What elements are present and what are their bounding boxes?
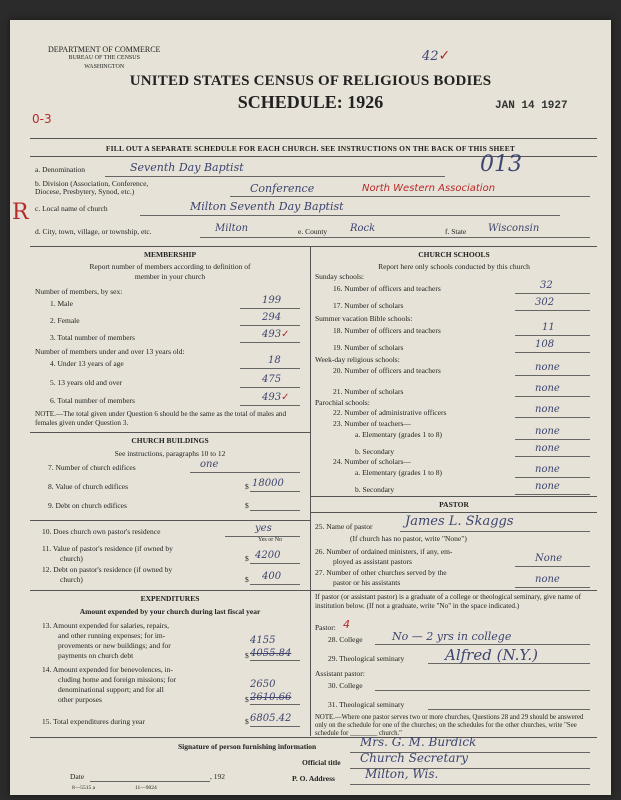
- q24b-line: [515, 494, 590, 495]
- q14-line-1: 14. Amount expended for benevolences, in-: [42, 665, 174, 674]
- q10-label: 10. Does church own pastor's residence: [42, 527, 161, 536]
- county-value: Rock: [350, 223, 376, 234]
- membership-intro-2: member in your church: [134, 272, 206, 281]
- denomination-label: a. Denomination: [35, 165, 85, 174]
- q23b-line: [515, 456, 590, 457]
- q3-value-text: 493: [262, 329, 282, 340]
- membership-intro-1: Report number of members according to definition of: [89, 262, 251, 271]
- q30-line: [375, 690, 590, 691]
- q8-value: 18000: [252, 478, 284, 489]
- q13-value: 4155: [250, 635, 276, 646]
- form-code: 013: [480, 152, 522, 177]
- q27-line: [515, 587, 590, 588]
- q27-label-1: 27. Number of other churches served by the: [315, 568, 447, 577]
- pastor-mark: 4: [343, 618, 350, 631]
- local-name-label: c. Local name of church: [35, 204, 108, 213]
- age-label: Number of members under and over 13 years old:: [35, 347, 185, 356]
- q21-label: 21. Number of scholars: [333, 387, 404, 396]
- q16-value: 32: [540, 280, 553, 291]
- date-stamp: JAN 14 1927: [495, 100, 568, 112]
- q15-line: [250, 726, 300, 727]
- department-block: [48, 45, 160, 72]
- local-name-value: Milton Seventh Day Baptist: [190, 200, 344, 213]
- q28-label: 28. College: [328, 635, 363, 644]
- bureau-name: BUREAU OF THE CENSUS: [68, 55, 140, 61]
- q14-label: [42, 665, 176, 705]
- rule-pastor: [311, 496, 597, 497]
- q9-label: 9. Debt on church edifices: [48, 501, 127, 510]
- q3-check: ✓: [281, 329, 290, 340]
- red-mark: 0-3: [32, 112, 52, 126]
- date-year: , 192: [210, 772, 225, 781]
- q26-label-1: 26. Number of ordained ministers, if any, em-: [315, 547, 453, 556]
- by-sex-label: Number of members, by sex:: [35, 287, 123, 296]
- q13-crossed: 4055.84: [250, 648, 292, 659]
- q28-value: No — 2 yrs in college: [392, 630, 512, 643]
- q24a-value: none: [535, 464, 560, 475]
- address-value: Milton, Wis.: [365, 767, 439, 781]
- q23a-line: [515, 439, 590, 440]
- q13-line-1: 13. Amount expended for salaries, repairs,: [42, 621, 170, 630]
- q14-line-2: cluding home and foreign missions; for: [58, 675, 177, 684]
- r-mark: R: [12, 200, 29, 225]
- division-label: [35, 180, 148, 196]
- division-red: North Western Association: [362, 183, 496, 194]
- q26-value: None: [535, 553, 563, 564]
- q14-line-3: denominational support; and for all: [58, 685, 164, 694]
- q6-check: ✓: [281, 392, 290, 403]
- q16-label: 16. Number of officers and teachers: [333, 284, 441, 293]
- q22-label: 22. Number of administrative officers: [333, 408, 447, 417]
- form-title: UNITED STATES CENSUS OF RELIGIOUS BODIES: [129, 73, 492, 89]
- q11-line: [250, 563, 300, 564]
- q23a-value: none: [535, 426, 560, 437]
- q6-line: [240, 405, 300, 406]
- q10-yes-no: Yes or No: [258, 537, 283, 543]
- q17-line: [515, 310, 590, 311]
- q4-label: 4. Under 13 years of age: [50, 359, 124, 368]
- q22-value: none: [535, 404, 560, 415]
- q19-label: 19. Number of scholars: [333, 343, 404, 352]
- schools-title: CHURCH SCHOOLS: [418, 250, 490, 259]
- q7-line: [190, 472, 300, 473]
- q9-line: [250, 510, 300, 511]
- q5-line: [240, 387, 300, 388]
- local-name-line: [140, 215, 560, 216]
- form-number-2: 11—9024: [135, 785, 157, 791]
- q25-value: James L. Skaggs: [405, 514, 514, 529]
- q29-label: 29. Theological seminary: [328, 654, 405, 663]
- q19-line: [515, 352, 590, 353]
- q18-line: [515, 335, 590, 336]
- q14-value: 2650: [250, 679, 276, 690]
- q10-value: yes: [255, 523, 272, 534]
- q14-line-4: other purposes: [58, 695, 102, 704]
- q29-value: Alfred (N.Y.): [445, 646, 538, 664]
- q12-value: 400: [262, 571, 282, 582]
- signature-label: Signature of person furnishing information: [178, 742, 317, 751]
- q9-dollar: $: [245, 501, 249, 510]
- q11-value: 4200: [255, 550, 281, 561]
- official-title-value: Church Secretary: [360, 751, 469, 765]
- q12-dollar: $: [245, 575, 249, 584]
- q30-label: 30. College: [328, 681, 363, 690]
- q13-line-2: and other running expenses; for im-: [58, 631, 166, 640]
- q26-label-2: ployed as assistant pastors: [333, 557, 412, 566]
- q28-line: [375, 644, 590, 645]
- rule-pastor-2: [311, 512, 597, 513]
- denomination-value: Seventh Day Baptist: [130, 161, 244, 174]
- dept-name: DEPARTMENT OF COMMERCE: [48, 45, 161, 54]
- q7-label: 7. Number of church edifices: [48, 463, 136, 472]
- membership-title: MEMBERSHIP: [143, 250, 197, 259]
- q13-amount-line: [250, 660, 300, 661]
- pastor-title: PASTOR: [439, 500, 469, 509]
- q15-value: 6805.42: [250, 713, 292, 724]
- q24b-value: none: [535, 481, 560, 492]
- buildings-sub: See instructions, paragraphs 10 to 12: [114, 449, 226, 458]
- signature-value: Mrs. G. M. Burdick: [360, 735, 477, 749]
- pastor-sub-label: Pastor:: [315, 623, 336, 632]
- rule-footer: [30, 737, 597, 738]
- q23a-label: a. Elementary (grades 1 to 8): [355, 430, 443, 439]
- address-line: [350, 784, 590, 785]
- q24a-label: a. Elementary (grades 1 to 8): [355, 468, 443, 477]
- city-line: [200, 237, 590, 238]
- q8-label: 8. Value of church edifices: [48, 482, 129, 491]
- rule-top: [30, 138, 597, 139]
- q3-value: [262, 329, 289, 340]
- q18-label: 18. Number of officers and teachers: [333, 326, 441, 335]
- q3-line: [240, 342, 300, 343]
- q23b-value: none: [535, 443, 560, 454]
- schools-sub: Report here only schools conducted by this church: [378, 262, 530, 271]
- schedule-title: SCHEDULE: 1926: [237, 92, 384, 112]
- city-value: Milton: [215, 223, 249, 234]
- q17-label: 17. Number of scholars: [333, 301, 404, 310]
- q20-line: [515, 375, 590, 376]
- expenditures-title: EXPENDITURES: [140, 594, 200, 603]
- q17-value: 302: [535, 297, 555, 308]
- q13-line-4: payments on church debt: [58, 651, 134, 660]
- assistant-label: Assistant pastor:: [315, 669, 365, 678]
- q12-label-1: 12. Debt on pastor's residence (if owned by: [42, 565, 173, 574]
- rule-q10: [30, 520, 310, 521]
- q8-line: [250, 491, 300, 492]
- city-label: d. City, town, village, or township, etc.: [35, 227, 152, 236]
- q11-label-1: 11. Value of pastor's residence (if owned by: [42, 544, 173, 553]
- q21-value: none: [535, 383, 560, 394]
- q15-label: 15. Total expenditures during year: [42, 717, 145, 726]
- corner-number-text: 42: [422, 49, 439, 64]
- pastor-note: NOTE.—Where one pastor serves two or more churches, Questions 28 and 29 should be answered only on the schedule for one of the churches; on the schedules for the other churches, write "See schedule for ________ church.": [315, 714, 584, 737]
- corner-check: ✓: [438, 48, 451, 64]
- q6-label: 6. Total number of members: [50, 396, 135, 405]
- q22-line: [515, 417, 590, 418]
- state-value: Wisconsin: [488, 223, 540, 234]
- division-line: [230, 196, 590, 197]
- column-divider: [310, 246, 311, 736]
- q20-label: 20. Number of officers and teachers: [333, 366, 441, 375]
- q16-line: [515, 293, 590, 294]
- q27-value: none: [535, 574, 560, 585]
- q12-line: [250, 584, 300, 585]
- q6-value-text: 493: [262, 392, 282, 403]
- q14-amount-line: [250, 704, 300, 705]
- q25-note: (If church has no pastor, write "None"): [350, 534, 467, 543]
- fill-instruction: FILL OUT A SEPARATE SCHEDULE FOR EACH CHURCH. SEE INSTRUCTIONS ON THE BACK OF THIS SHEET: [105, 144, 516, 153]
- parochial-label: Parochial schools:: [315, 398, 370, 407]
- membership-note: NOTE.—The total given under Question 6 should be the same as the total of males and females given under Question 3.: [35, 410, 287, 427]
- q24a-line: [515, 477, 590, 478]
- graduate-note: If pastor (or assistant pastor) is a graduate of a college or theological seminary, give name of institution below. (If not a graduate, write "No" in the space indicated.): [315, 593, 581, 610]
- weekday-label: Week-day religious schools:: [315, 355, 400, 364]
- q20-value: none: [535, 362, 560, 373]
- q18-value: 11: [542, 322, 555, 333]
- q24b-label: b. Secondary: [355, 485, 395, 494]
- state-label: f. State: [445, 227, 467, 236]
- q5-label: 5. 13 years old and over: [50, 378, 123, 387]
- rule-sections: [30, 246, 597, 247]
- county-label: e. County: [298, 227, 328, 236]
- division-value: Conference: [250, 182, 315, 195]
- q21-line: [515, 396, 590, 397]
- division-label-2: Diocese, Presbytery, Synod, etc.): [35, 187, 135, 196]
- official-title-label: Official title: [302, 758, 341, 767]
- census-form: [10, 20, 611, 795]
- address-label: P. O. Address: [292, 774, 335, 783]
- rule-expenditures: [30, 590, 310, 591]
- q3-label: 3. Total number of members: [50, 333, 135, 342]
- q23-label: 23. Number of teachers—: [333, 419, 411, 428]
- q31-line: [428, 709, 590, 710]
- q15-dollar: $: [245, 717, 249, 726]
- q11-label-2: church): [60, 554, 83, 563]
- bureau-city: WASHINGTON: [84, 64, 125, 70]
- q11-dollar: $: [245, 554, 249, 563]
- q27-label-2: pastor or his assistants: [333, 578, 401, 587]
- summer-label: Summer vacation Bible schools:: [315, 314, 413, 323]
- q23b-label: b. Secondary: [355, 447, 395, 456]
- q13-line-3: provements or new buildings; and for: [58, 641, 171, 650]
- date-line: [90, 781, 210, 782]
- rule-buildings: [30, 432, 310, 433]
- q2-label: 2. Female: [50, 316, 80, 325]
- q26-line: [515, 566, 590, 567]
- q14-dollar: $: [245, 695, 249, 704]
- corner-number: [422, 48, 450, 64]
- expenditures-sub: Amount expended by your church during last fiscal year: [79, 607, 261, 616]
- q4-line: [240, 368, 300, 369]
- q1-line: [240, 308, 300, 309]
- q2-line: [240, 325, 300, 326]
- q1-value: 199: [262, 295, 282, 306]
- q13-dollar: $: [245, 651, 249, 660]
- q13-label: [42, 621, 171, 661]
- division-label-1: b. Division (Association, Conference,: [35, 179, 149, 188]
- sunday-label: Sunday schools:: [315, 272, 364, 281]
- q5-value: 475: [262, 374, 282, 385]
- q4-value: 18: [268, 355, 281, 366]
- q6-value: [262, 392, 289, 403]
- q25-label: 25. Name of pastor: [315, 522, 373, 531]
- q7-value: one: [200, 459, 219, 470]
- rule-grad: [311, 590, 597, 591]
- q12-label-2: church): [60, 575, 83, 584]
- q24-label: 24. Number of scholars—: [333, 457, 411, 466]
- q1-label: 1. Male: [50, 299, 73, 308]
- q31-label: 31. Theological seminary: [328, 700, 405, 709]
- q2-value: 294: [262, 312, 282, 323]
- q19-value: 108: [535, 339, 555, 350]
- date-label: Date: [70, 772, 85, 781]
- q25-line: [400, 531, 590, 532]
- q8-dollar: $: [245, 482, 249, 491]
- q14-crossed: 2610.66: [250, 692, 292, 703]
- form-number-1: 8—5515 a: [72, 785, 96, 791]
- denomination-line: [105, 176, 445, 177]
- buildings-title: CHURCH BUILDINGS: [131, 436, 209, 445]
